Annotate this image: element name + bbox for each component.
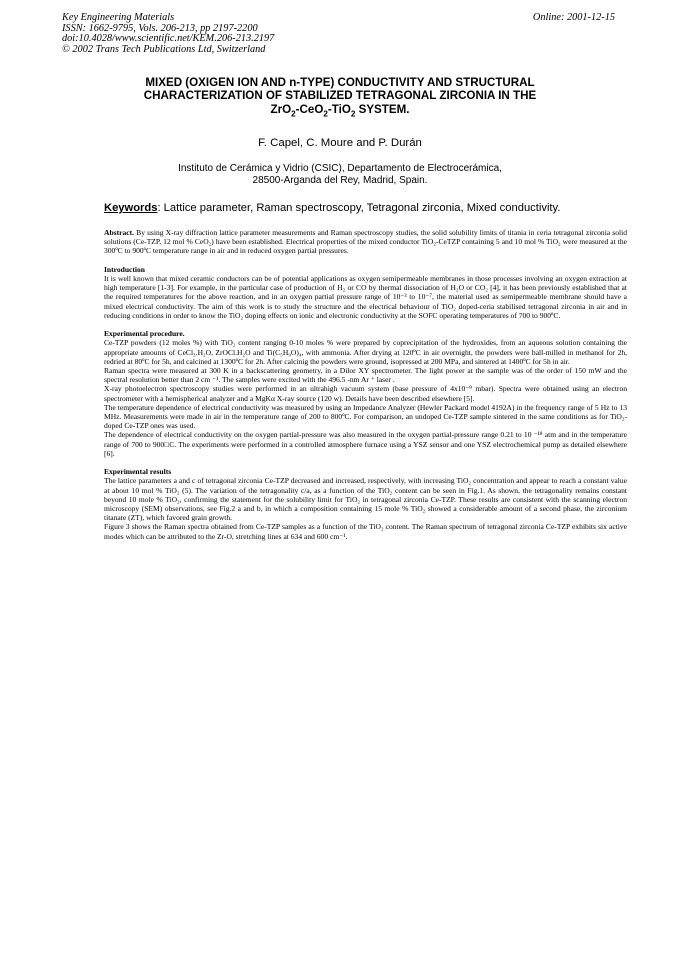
authors: F. Capel, C. Moure and P. Durán <box>258 137 422 149</box>
section-heading-introduction: Introduction <box>104 264 145 274</box>
title-text: SYSTEM. <box>355 102 410 116</box>
subscript: 2 <box>323 109 328 119</box>
abstract <box>104 228 627 256</box>
subscript: 2 <box>350 109 356 119</box>
section-heading-experimental-procedure: Experimental procedure. <box>104 329 185 339</box>
online-date: Online: 2001-12-15 <box>532 12 615 23</box>
copyright-line: © 2002 Trans Tech Publications Ltd, Switzerland <box>62 43 266 55</box>
paragraph: Raman spectra were measured at 300 K in a backscattering geometry, in a Dilor XY spectrometer. The light power at the sample was of the order of 150 mW and the spectral resolution better than 2 cm ⁻¹. The samples were excited with the 496.5 -nm Ar ⁺ laser . <box>104 366 627 385</box>
section-heading-experimental-results: Experimental results <box>104 467 172 477</box>
title-line-1: MIXED (OXIGEN ION AND n-TYPE) CONDUCTIVITY AND STRUCTURAL <box>145 76 535 89</box>
affiliation <box>90 163 590 188</box>
keywords <box>104 202 634 215</box>
paragraph: It is well known that mixed ceramic conductors can be of potential applications as oxygen semipermeable membranes in those processes involving an oxygen extraction at high temperature [1-3]. For example, in the particular case of production of H₂ or CO by thermal dissociation of H₂O or CO₂ [4], it has been previously established that at the required temperatures for the above reaction, and in an oxygen partial pressure range of 10⁻³ to 10⁻⁷, the material used as semipermeable membrane should have a mixed electrical conductivity. The aim of this work is to study the structure and the electrical behaviour of TiO₂ doped-ceria stabilised tetragonal zirconia in air and in reducing conditions in order to know the TiO₂ doping effects on ionic and electronic conductivity at the SOFC operating temperatures of 700 to 900ºC. <box>104 274 627 320</box>
title-text: -TiO <box>327 102 351 116</box>
keywords-text: : Lattice parameter, Raman spectroscopy, Tetragonal zirconia, Mixed conductivity. <box>157 202 561 214</box>
paragraph: The temperature dependence of electrical conductivity was measured by using an Impedance Analyzer (Hewler Packard model 4192A) in the frequency range of 5 Hz to 13 MHz. Measurements were made in air in the temperature range of 200 to 800ºC. For comparison, an undoped Ce-TZP sample sintered in the same conditions as for TiO₂-doped Ce-TZP ones was used. <box>104 402 627 431</box>
journal-header <box>62 13 274 55</box>
affiliation-line-2: 28500-Arganda del Rey, Madrid, Spain. <box>252 175 428 187</box>
paragraph: The lattice parameters a and c of tetragonal zirconia Ce-TZP decreased and increased, respectively, with increasing TiO₂ concentration and appear to reach a constant value at about 10 mol % TiO₂ (5). The variation of the tetragonality c/a, as a function of the TiO₂ content can be seen in Fig.1. As shown, the tetragonality remains constant beyond 10 mole % TiO₂, confirming the statement for the solubility limit for TiO₂ in tetragonal zirconia Ce-TZP. These results are consistent with the scanning electron microscopy (SEM) observations, see Fig.2 a and b, in which a composition containing 15 mole % TiO₂ showed a considerable amount of a second phase, the zirconium titanate (ZT), which favored grain growth. <box>104 476 627 523</box>
issn-line: ISSN: 1662-9795, Vols. 206-213, pp 2197-2200 <box>62 22 258 34</box>
journal-name: Key Engineering Materials <box>62 12 175 23</box>
title-line-3 <box>90 102 590 119</box>
paper-title <box>90 76 590 119</box>
affiliation-line-1: Instituto de Cerámica y Vidrio (CSIC), Departamento de Electrocerámica, <box>178 163 502 174</box>
paragraph: Ce-TZP powders (12 moles %) with TiO₂ content ranging 0-10 moles % were prepared by coprecipitation of the hydroxides, from an aqueous solution containing the appropriate amounts of CeCl₃.H₂O, ZrOCl.H₂O and Ti(C₅H₉O)₄, with ammonia. After drying at 120ºC in air overnight, the powders were ball-milled in methanol for 2h, redried at 80ºC for 5h, and calcined at 1300ºC for 2h. After calcinig the powders were ground, isopressed at 200 MPa, and sintered at 1400ºC for 5h in air. <box>104 338 627 366</box>
title-text: ZrO <box>270 102 292 116</box>
paragraph: X-ray photoelectron spectroscopy studies were performed in an ultrahigh vacuum system (base pressure of 4x10⁻⁹ mbar). Spectra were obtained using an electron spectrometer with a hemispherical analyzer and a MgKα X-ray source (120 w). Details have been described elsewhere [5]. <box>104 384 627 403</box>
title-line-2: CHARACTERIZATION OF STABILIZED TETRAGONAL ZIRCONIA IN THE <box>143 89 537 103</box>
subscript: 2 <box>291 109 296 119</box>
title-text: -CeO <box>295 102 324 116</box>
abstract-text: By using X-ray diffraction lattice parameter measurements and Raman spectroscopy studies, the solid solubility limits of titania in ceria tetragonal zirconia solid solutions (Ce-TZP, 12 mol % CeO₂) have been established. Electrical properties of the mixed conductor TiO₂-CeTZP containing 5 and 10 mol % TiO₂ were measured at the 300ºC to 900ºC temperature range in air and in reduced oxygen partial pressures. <box>104 228 627 256</box>
doi-line: doi:10.4028/www.scientific.net/KEM.206-213.2197 <box>62 33 275 45</box>
abstract-label: Abstract. <box>104 228 134 237</box>
keywords-label: Keywords <box>104 202 158 214</box>
paragraph: The dependence of electrical conductivity on the oxygen partial-pressure was also measured in the oxygen partial-pressure range 0.21 to 10 ⁻¹⁸ atm and in the temperature range of 700 to 900□C. The experiments were performed in a controlled atmosphere furnace using a YSZ sensor and one YSZ electrochemical pump as detailed elsewhere [6]. <box>104 430 627 458</box>
paper-body <box>104 228 627 541</box>
paragraph: Figure 3 shows the Raman spectra obtained from Ce-TZP samples as a function of the TiO₂ content. The Raman spectrum of tetragonal zirconia Ce-TZP exhibits six active modes which can be attributed to the Zr-O, stretching lines at 634 and 600 cm⁻¹. <box>104 522 627 541</box>
